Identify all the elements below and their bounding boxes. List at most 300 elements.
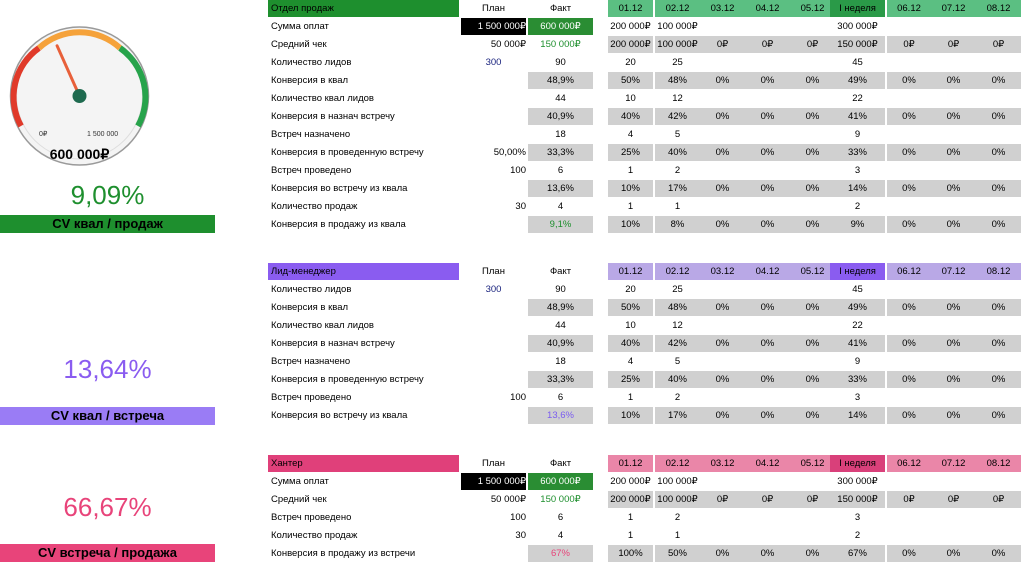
lead-row-week-value: 2 xyxy=(674,392,681,403)
hunter-row-week-value xyxy=(745,527,790,544)
lead-row-label: Конверсия во встречу из квала xyxy=(271,410,408,421)
kpi-cv-meeting-sales-label: CV встреча / продажа xyxy=(0,544,215,562)
sales-row-week-value xyxy=(700,162,745,179)
sales-row-week-value: 50% xyxy=(608,72,653,89)
hunter-row-plan: 30 xyxy=(515,530,526,541)
gauge-value-label: 600 000₽ xyxy=(49,146,110,162)
lead-row xyxy=(0,371,1024,389)
sales-row-plan: 100 xyxy=(510,165,526,176)
sales-row-week-value: 0% xyxy=(887,216,931,233)
lead-row-week-value: 3 xyxy=(854,392,861,403)
lead-row-week-value: 20 xyxy=(625,284,636,295)
lead-row-label: Конверсия в назнач встречу xyxy=(271,338,395,349)
sales-row-week-value: 0% xyxy=(700,180,745,197)
sales-row-week-value xyxy=(887,90,931,107)
sales-row-week-value: 8% xyxy=(655,216,700,233)
sales-row-week-value xyxy=(931,126,976,143)
hunter-row-week-value xyxy=(976,509,1021,526)
sales-row-week-value: 41% xyxy=(830,108,885,125)
sales-row-week-value: 0% xyxy=(700,216,745,233)
sales-plan-header: План xyxy=(482,3,505,14)
lead-row-week-value: 0% xyxy=(931,335,976,352)
lead-week-header: 05.12 xyxy=(790,263,835,280)
sales-row-week-value: 0₽ xyxy=(700,36,745,53)
hunter-row-week-value: 100% xyxy=(608,545,653,562)
hunter-row-week-value: 100 000₽ xyxy=(655,491,700,508)
lead-row-week-value: 0% xyxy=(976,299,1021,316)
sales-week-header: 06.12 xyxy=(887,0,931,17)
sales-row-week-value: 40% xyxy=(608,108,653,125)
hunter-row-week-value: 0% xyxy=(745,545,790,562)
lead-row xyxy=(0,335,1024,353)
sales-row-week-value xyxy=(887,162,931,179)
sales-row-week-value: 10% xyxy=(608,180,653,197)
lead-row-week-value: 0% xyxy=(976,371,1021,388)
sales-row-fact: 44 xyxy=(555,93,566,104)
sales-row-week-value xyxy=(790,54,835,71)
lead-row-week-value: 1 xyxy=(627,392,634,403)
sales-row-plan: 30 xyxy=(515,201,526,212)
hunter-row-week-value: 1 xyxy=(674,530,681,541)
lead-row-week-value xyxy=(745,281,790,298)
hunter-row-week-value xyxy=(976,527,1021,544)
sales-row-week-value: 4 xyxy=(627,129,634,140)
sales-row-week-value: 0% xyxy=(976,72,1021,89)
sales-row-label: Конверсия в проведенную встречу xyxy=(271,147,424,158)
lead-row xyxy=(0,407,1024,425)
lead-row-fact: 44 xyxy=(555,320,566,331)
hunter-row-week-value xyxy=(976,473,1021,490)
sales-row-label: Встреч назначено xyxy=(271,129,351,140)
sales-row-week-value: 1 xyxy=(674,201,681,212)
sales-week-header: I неделя xyxy=(830,0,885,17)
kpi-cv-meeting-sales-value: 66,67% xyxy=(63,492,152,522)
lead-row-week-value: 9 xyxy=(854,356,861,367)
sales-row-week-value: 12 xyxy=(672,93,683,104)
sales-row-week-value xyxy=(976,162,1021,179)
lead-row-label: Количество лидов xyxy=(271,284,352,295)
sales-row-week-value: 33% xyxy=(830,144,885,161)
sales-row-week-value: 10% xyxy=(608,216,653,233)
sales-row-fact: 13,6% xyxy=(528,180,593,197)
sales-row-label: Сумма оплат xyxy=(271,21,329,32)
sales-row-label: Конверсия в продажу из квала xyxy=(271,219,406,230)
lead-row-week-value: 0% xyxy=(700,335,745,352)
sales-row xyxy=(0,144,1024,162)
lead-week-header: 01.12 xyxy=(608,263,653,280)
hunter-row-week-value: 50% xyxy=(655,545,700,562)
hunter-week-header: 04.12 xyxy=(745,455,790,472)
sales-row-week-value: 0% xyxy=(931,180,976,197)
sales-row-week-value: 0% xyxy=(931,108,976,125)
lead-row-week-value: 0% xyxy=(931,299,976,316)
sales-row-week-value: 0% xyxy=(745,72,790,89)
sales-row-week-value: 0% xyxy=(700,144,745,161)
lead-row-week-value: 0% xyxy=(887,299,931,316)
sales-row-week-value: 0% xyxy=(790,180,835,197)
sales-row-fact: 90 xyxy=(555,57,566,68)
sales-row-week-value: 150 000₽ xyxy=(830,36,885,53)
hunter-row-week-value xyxy=(887,509,931,526)
sales-row-week-value xyxy=(931,18,976,35)
lead-row-week-value: 0% xyxy=(931,407,976,424)
sales-row-week-value xyxy=(745,126,790,143)
lead-row-week-value: 10% xyxy=(608,407,653,424)
lead-row-week-value: 0% xyxy=(790,299,835,316)
lead-row-week-value xyxy=(745,317,790,334)
hunter-row-fact: 150 000₽ xyxy=(540,494,581,505)
lead-row-week-value xyxy=(976,281,1021,298)
kpi-cv-qual-meeting-value: 13,64% xyxy=(63,354,152,384)
kpi-cv-qual-sales-value: 9,09% xyxy=(70,180,145,210)
lead-row-week-value: 14% xyxy=(830,407,885,424)
sales-row-fact: 4 xyxy=(557,201,564,212)
lead-row-week-value: 0% xyxy=(745,335,790,352)
hunter-row xyxy=(0,509,1024,527)
hunter-week-header: 06.12 xyxy=(887,455,931,472)
sales-row-week-value: 0% xyxy=(790,216,835,233)
hunter-row xyxy=(0,527,1024,545)
lead-week-header: 06.12 xyxy=(887,263,931,280)
sales-row-fact: 33,3% xyxy=(528,144,593,161)
lead-row-week-value: 0% xyxy=(700,299,745,316)
hunter-row-week-value: 0% xyxy=(700,545,745,562)
lead-row-week-value: 0% xyxy=(790,335,835,352)
sales-row-week-value: 2 xyxy=(674,165,681,176)
hunter-row-plan: 50 000₽ xyxy=(490,494,526,505)
gauge-max-label: 1 500 000 xyxy=(87,131,119,138)
sales-row-week-value xyxy=(745,198,790,215)
hunter-row-fact: 6 xyxy=(557,512,564,523)
hunter-row-label: Конверсия в продажу из встречи xyxy=(271,548,416,559)
sales-row-week-value: 49% xyxy=(830,72,885,89)
hunter-row-week-value xyxy=(887,527,931,544)
lead-row-fact: 33,3% xyxy=(528,371,593,388)
sales-row xyxy=(0,36,1024,54)
lead-header-row xyxy=(0,263,1024,281)
hunter-week-header: 07.12 xyxy=(931,455,976,472)
lead-row-week-value xyxy=(790,389,835,406)
sales-row-week-value: 0% xyxy=(931,144,976,161)
sales-row-fact: 40,9% xyxy=(528,108,593,125)
sales-week-header: 07.12 xyxy=(931,0,976,17)
lead-title: Лид-менеджер xyxy=(268,263,459,280)
lead-row-week-value xyxy=(976,353,1021,370)
lead-row-week-value: 40% xyxy=(608,335,653,352)
lead-fact-header: Факт xyxy=(549,266,572,277)
lead-row-week-value: 0% xyxy=(745,371,790,388)
sales-row xyxy=(0,18,1024,36)
lead-row-week-value xyxy=(887,281,931,298)
hunter-header-row xyxy=(0,455,1024,473)
lead-row-plan xyxy=(461,335,526,352)
sales-row-week-value xyxy=(745,162,790,179)
lead-row-week-value xyxy=(887,389,931,406)
sales-row-label: Встреч проведено xyxy=(271,165,352,176)
sales-row-week-value xyxy=(790,162,835,179)
sales-row-fact: 6 xyxy=(557,165,564,176)
sales-row-label: Конверсия в квал xyxy=(271,75,349,86)
sales-title: Отдел продаж xyxy=(268,0,459,17)
hunter-row-week-value: 300 000₽ xyxy=(837,476,878,487)
hunter-week-header: I неделя xyxy=(830,455,885,472)
lead-row-fact: 18 xyxy=(555,356,566,367)
lead-row-week-value: 25% xyxy=(608,371,653,388)
sales-row-label: Средний чек xyxy=(271,39,327,50)
sales-row-plan xyxy=(461,90,526,107)
sales-week-header: 05.12 xyxy=(790,0,835,17)
hunter-week-header: 01.12 xyxy=(608,455,653,472)
sales-row-week-value: 300 000₽ xyxy=(837,21,878,32)
hunter-row-plan xyxy=(461,545,526,562)
lead-row-week-value xyxy=(790,281,835,298)
hunter-row-week-value: 150 000₽ xyxy=(830,491,885,508)
hunter-row-week-value: 2 xyxy=(674,512,681,523)
sales-row xyxy=(0,90,1024,108)
lead-row-week-value xyxy=(931,353,976,370)
sales-row-week-value: 0% xyxy=(700,72,745,89)
sales-row-week-value: 0₽ xyxy=(976,36,1021,53)
sales-row-week-value: 25% xyxy=(608,144,653,161)
hunter-row-fact: 67% xyxy=(528,545,593,562)
sales-row-week-value xyxy=(790,18,835,35)
sales-row-week-value xyxy=(931,90,976,107)
sales-row-week-value: 3 xyxy=(854,165,861,176)
lead-row-fact: 6 xyxy=(557,392,564,403)
lead-row-fact: 90 xyxy=(555,284,566,295)
lead-row-week-value: 0% xyxy=(790,371,835,388)
lead-row-week-value xyxy=(700,389,745,406)
lead-week-header: 04.12 xyxy=(745,263,790,280)
sales-row-week-value xyxy=(931,198,976,215)
sales-row-label: Конверсия в назнач встречу xyxy=(271,111,395,122)
sales-row-week-value xyxy=(790,90,835,107)
hunter-row-week-value xyxy=(745,473,790,490)
hunter-row-week-value: 0% xyxy=(887,545,931,562)
sales-row-week-value: 0% xyxy=(976,180,1021,197)
lead-row-week-value xyxy=(745,389,790,406)
hunter-row-week-value xyxy=(790,527,835,544)
hunter-row-week-value: 200 000₽ xyxy=(610,476,651,487)
lead-row xyxy=(0,317,1024,335)
sales-row xyxy=(0,162,1024,180)
lead-row-week-value: 48% xyxy=(655,299,700,316)
hunter-row xyxy=(0,545,1024,563)
sales-row-plan: 50,00% xyxy=(493,147,526,158)
lead-row-week-value xyxy=(790,353,835,370)
sales-row-week-value: 40% xyxy=(655,144,700,161)
sales-row xyxy=(0,72,1024,90)
sales-row xyxy=(0,180,1024,198)
sales-row-week-value: 0₽ xyxy=(931,36,976,53)
lead-row-week-value: 0% xyxy=(931,371,976,388)
lead-row-week-value xyxy=(790,317,835,334)
sales-row-week-value: 0% xyxy=(745,108,790,125)
lead-row-week-value xyxy=(745,353,790,370)
lead-row-label: Количество квал лидов xyxy=(271,320,374,331)
hunter-row-label: Встреч проведено xyxy=(271,512,352,523)
hunter-week-header: 02.12 xyxy=(655,455,700,472)
lead-row xyxy=(0,299,1024,317)
sales-row-week-value xyxy=(976,126,1021,143)
sales-row-week-value: 9% xyxy=(830,216,885,233)
lead-row-week-value: 33% xyxy=(830,371,885,388)
lead-row-week-value: 10 xyxy=(625,320,636,331)
sales-row-week-value: 20 xyxy=(625,57,636,68)
hunter-row-week-value: 0₽ xyxy=(745,491,790,508)
sales-row-week-value: 10 xyxy=(625,93,636,104)
sales-week-header: 02.12 xyxy=(655,0,700,17)
hunter-row-week-value: 0% xyxy=(790,545,835,562)
sales-row-label: Количество квал лидов xyxy=(271,93,374,104)
sales-row-week-value xyxy=(887,126,931,143)
sales-row-fact: 48,9% xyxy=(528,72,593,89)
sales-row-week-value: 45 xyxy=(852,57,863,68)
sales-row-week-value xyxy=(887,54,931,71)
lead-row-week-value: 0% xyxy=(976,407,1021,424)
sales-row-week-value xyxy=(745,54,790,71)
hunter-row-week-value xyxy=(931,509,976,526)
sales-row-week-value: 0% xyxy=(931,72,976,89)
sales-row-week-value: 0% xyxy=(976,216,1021,233)
lead-row xyxy=(0,353,1024,371)
sales-row-week-value: 9 xyxy=(854,129,861,140)
lead-row-week-value: 0% xyxy=(887,335,931,352)
hunter-row xyxy=(0,473,1024,491)
lead-row-week-value: 5 xyxy=(674,356,681,367)
lead-row-plan xyxy=(461,407,526,424)
sales-row-week-value: 0₽ xyxy=(790,36,835,53)
sales-header-row xyxy=(0,0,1024,18)
sales-row-week-value: 14% xyxy=(830,180,885,197)
sales-row-week-value xyxy=(790,198,835,215)
sales-row-week-value xyxy=(700,54,745,71)
lead-row-week-value: 0% xyxy=(745,299,790,316)
lead-row-week-value xyxy=(700,281,745,298)
lead-week-header: I неделя xyxy=(830,263,885,280)
lead-row-fact: 13,6% xyxy=(528,407,593,424)
sales-row-week-value: 0% xyxy=(790,108,835,125)
lead-row-label: Конверсия в проведенную встречу xyxy=(271,374,424,385)
sales-row-week-value xyxy=(745,90,790,107)
hunter-row-week-value: 0% xyxy=(976,545,1021,562)
hunter-row-week-value xyxy=(700,509,745,526)
hunter-row-label: Количество продаж xyxy=(271,530,358,541)
sales-week-header: 04.12 xyxy=(745,0,790,17)
lead-row-week-value: 50% xyxy=(608,299,653,316)
hunter-row-week-value: 1 xyxy=(627,512,634,523)
hunter-title: Хантер xyxy=(268,455,459,472)
hunter-row-week-value xyxy=(700,527,745,544)
lead-row-week-value xyxy=(931,317,976,334)
sales-row-week-value xyxy=(976,54,1021,71)
sales-row-week-value: 2 xyxy=(854,201,861,212)
sales-row-week-value: 200 000₽ xyxy=(608,36,653,53)
sales-row-week-value: 0% xyxy=(887,180,931,197)
sales-row-week-value: 0₽ xyxy=(887,36,931,53)
lead-row-week-value xyxy=(887,317,931,334)
lead-week-header: 03.12 xyxy=(700,263,745,280)
sales-row-fact: 9,1% xyxy=(528,216,593,233)
hunter-row-week-value xyxy=(790,473,835,490)
hunter-row-week-value: 0₽ xyxy=(931,491,976,508)
sales-fact-header: Факт xyxy=(549,3,572,14)
lead-row-week-value: 40% xyxy=(655,371,700,388)
sales-row-week-value xyxy=(887,18,931,35)
sales-row-week-value xyxy=(700,126,745,143)
sales-row-week-value: 100 000₽ xyxy=(657,21,698,32)
lead-row-plan xyxy=(461,353,526,370)
sales-row-week-value xyxy=(790,126,835,143)
lead-row-week-value: 41% xyxy=(830,335,885,352)
sales-row-week-value: 0% xyxy=(745,216,790,233)
hunter-row-week-value xyxy=(700,473,745,490)
lead-row-week-value xyxy=(887,353,931,370)
lead-row-week-value: 4 xyxy=(627,356,634,367)
sales-row-fact: 150 000₽ xyxy=(540,39,581,50)
lead-row-label: Встреч проведено xyxy=(271,392,352,403)
sales-row-label: Количество продаж xyxy=(271,201,358,212)
lead-row-label: Встреч назначено xyxy=(271,356,351,367)
lead-week-header: 08.12 xyxy=(976,263,1021,280)
sales-row-plan xyxy=(461,108,526,125)
sales-row-week-value: 1 xyxy=(627,165,634,176)
hunter-row-label: Средний чек xyxy=(271,494,327,505)
sales-row-fact: 600 000₽ xyxy=(528,18,593,35)
lead-row-plan: 100 xyxy=(510,392,526,403)
sales-row-week-value: 48% xyxy=(655,72,700,89)
lead-week-header: 02.12 xyxy=(655,263,700,280)
lead-row-week-value: 25 xyxy=(672,284,683,295)
sales-row-plan: 1 500 000₽ xyxy=(461,18,526,35)
lead-row-week-value: 0% xyxy=(976,335,1021,352)
sales-row xyxy=(0,126,1024,144)
lead-row-week-value: 42% xyxy=(655,335,700,352)
sales-row-week-value xyxy=(700,198,745,215)
sales-row-week-value: 0% xyxy=(887,108,931,125)
hunter-row-week-value: 67% xyxy=(830,545,885,562)
gauge-min-label: 0₽ xyxy=(39,131,48,138)
hunter-row-plan: 100 xyxy=(510,512,526,523)
sales-row-week-value: 0% xyxy=(976,144,1021,161)
lead-row-fact: 40,9% xyxy=(528,335,593,352)
sales-row-plan: 50 000₽ xyxy=(490,39,526,50)
sales-row-week-value: 1 xyxy=(627,201,634,212)
sales-row-plan xyxy=(461,216,526,233)
hunter-row-week-value xyxy=(745,509,790,526)
hunter-row-week-value xyxy=(931,527,976,544)
sales-row-label: Количество лидов xyxy=(271,57,352,68)
hunter-fact-header: Факт xyxy=(549,458,572,469)
sales-row xyxy=(0,54,1024,72)
sales-row-week-value: 25 xyxy=(672,57,683,68)
sales-row-week-value: 0% xyxy=(790,72,835,89)
hunter-plan-header: План xyxy=(482,458,505,469)
lead-row xyxy=(0,389,1024,407)
lead-row-week-value xyxy=(976,317,1021,334)
hunter-week-header: 08.12 xyxy=(976,455,1021,472)
hunter-row-week-value: 100 000₽ xyxy=(657,476,698,487)
sales-row-week-value: 42% xyxy=(655,108,700,125)
lead-row-week-value: 0% xyxy=(790,407,835,424)
sales-row-plan xyxy=(461,126,526,143)
sales-row-plan: 300 xyxy=(485,57,502,68)
lead-week-header: 07.12 xyxy=(931,263,976,280)
lead-plan-header: План xyxy=(482,266,505,277)
sales-row-week-value: 0₽ xyxy=(745,36,790,53)
kpi-cv-qual-sales-label: CV квал / продаж xyxy=(0,215,215,233)
lead-row-week-value: 22 xyxy=(852,320,863,331)
